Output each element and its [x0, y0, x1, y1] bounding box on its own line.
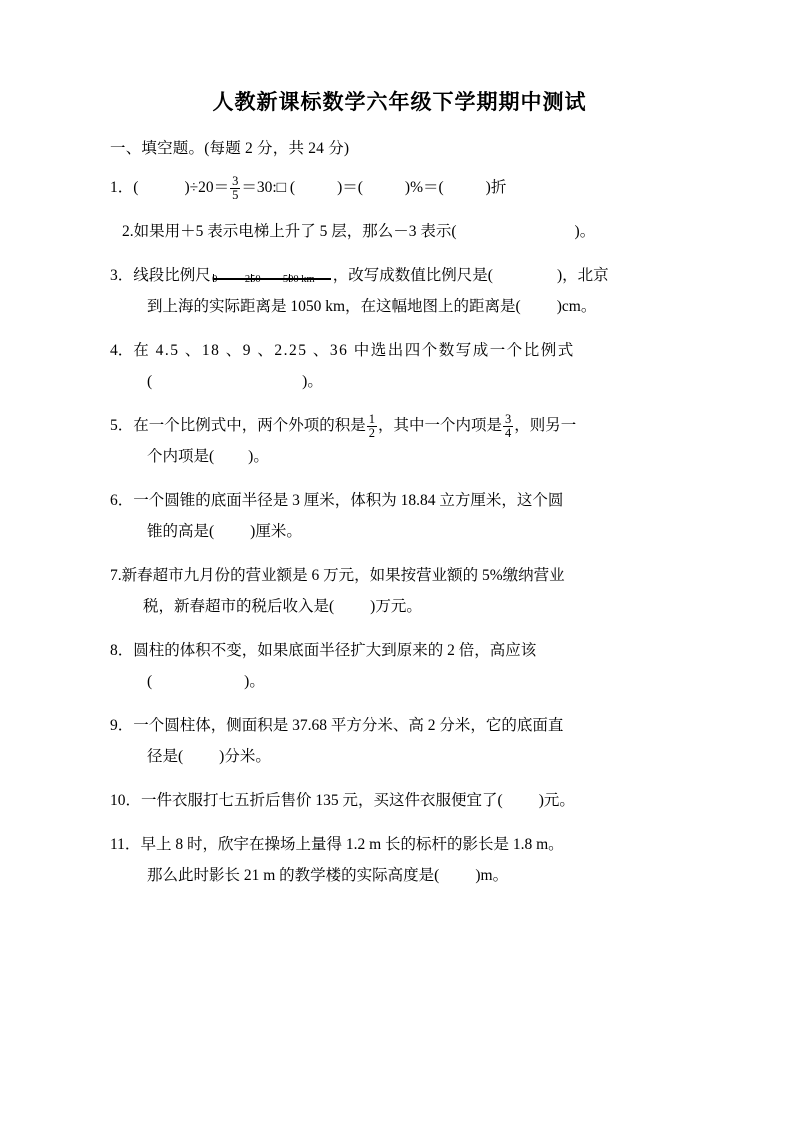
question-5-line2: 个内项是( )。 — [147, 448, 269, 465]
question-10-number: 10． — [110, 792, 142, 809]
question-10-line1: 一件衣服打七五折后售价 135 元，买这件衣服便宜了( — [141, 792, 503, 809]
question-8-number: 8． — [110, 642, 134, 659]
question-5-text-c: ，则另一 — [514, 417, 577, 434]
question-4-line2: ( )。 — [147, 373, 323, 390]
question-1-text-c: ＝30:□ ( — [241, 179, 296, 196]
question-5-text-a: 在一个比例式中，两个外项的积是 — [133, 417, 366, 434]
fraction-3-4: $\frac{3}{4}$ — [505, 411, 512, 440]
section-heading: 一、填空题。(每题 2 分，共 24 分) — [110, 140, 350, 157]
ruler-label-1: 250 — [244, 274, 261, 286]
page-title: 人教新课标数学六年级下学期期中测试 — [212, 90, 587, 114]
question-3 — [110, 260, 729, 322]
question-9-number: 9． — [110, 717, 134, 734]
question-10-tail: )元。 — [538, 792, 575, 809]
question-7-line1: 新春超市九月份的营业额是 6 万元，如果按营业额的 5%缴纳营业 — [121, 567, 565, 584]
question-6-line2: 锥的高是( )厘米。 — [147, 523, 302, 540]
question-1-text-a: ( — [133, 179, 139, 196]
question-3-text-a: 线段比例尺 — [133, 267, 211, 284]
fraction-3-5: $\frac{3}{5}$ — [232, 173, 239, 202]
question-3-text-b: ，改写成数值比例尺是( — [332, 267, 493, 284]
question-1-text-b: )÷20＝ — [184, 179, 230, 196]
question-4-number: 4． — [110, 342, 134, 359]
question-3-text-c: )，北京 — [556, 267, 609, 284]
question-3-number: 3． — [110, 267, 134, 284]
question-9-line2: 径是( )分米。 — [147, 748, 271, 765]
question-11-line1: 早上 8 时，欣宇在操场上量得 1.2 m 长的标杆的影长是 1.8 m。 — [140, 836, 564, 853]
question-7-number: 7. — [110, 567, 122, 584]
question-4-line1: 在 4.5 、18 、9 、2.25 、36 中选出四个数写成一个比例式 — [133, 342, 575, 359]
question-1-text-f: )折 — [485, 179, 507, 196]
question-6-number: 6． — [110, 492, 134, 509]
question-4 — [110, 335, 729, 397]
question-11-number: 11． — [110, 836, 141, 853]
ruler-label-0: 0 — [212, 274, 218, 286]
question-6-line1: 一个圆锥的底面半径是 3 厘米，体积为 18.84 立方厘米，这个圆 — [133, 492, 564, 509]
question-8-line1: 圆柱的体积不变，如果底面半径扩大到原来的 2 倍，高应该 — [133, 642, 537, 659]
question-7-line2: 税，新春超市的税后收入是( )万元。 — [143, 598, 422, 615]
question-1-text-d: )＝( — [337, 179, 363, 196]
question-5 — [110, 410, 729, 472]
question-1-text-e: )%＝( — [404, 179, 444, 196]
question-9 — [110, 710, 729, 772]
question-2-tail: )。 — [574, 223, 596, 240]
question-8 — [110, 635, 729, 697]
question-2 — [110, 216, 729, 247]
question-1-number: 1． — [110, 179, 134, 196]
question-5-number: 5． — [110, 417, 134, 434]
question-11-line2: 那么此时影长 21 m 的教学楼的实际高度是( )m。 — [147, 867, 509, 884]
question-9-line1: 一个圆柱体，侧面积是 37.68 平方分米、高 2 分米，它的底面直 — [133, 717, 564, 734]
question-5-text-b: ，其中一个内项是 — [378, 417, 503, 434]
question-2-text: 如果用＋5 表示电梯上升了 5 层，那么－3 表示( — [133, 223, 457, 240]
fraction-1-2: $\frac{1}{2}$ — [368, 411, 376, 440]
question-10 — [110, 785, 729, 816]
question-3-line2: 到上海的实际距离是 1050 km，在这幅地图上的距离是( )cm。 — [147, 298, 597, 315]
question-6 — [110, 485, 729, 547]
question-2-number: 2. — [122, 223, 134, 240]
question-11 — [110, 829, 729, 891]
question-1 — [110, 172, 729, 203]
ruler-label-2: 500 km — [282, 274, 315, 286]
question-7 — [110, 560, 729, 622]
scale-ruler-graphic — [213, 265, 331, 287]
question-8-line2: ( )。 — [147, 673, 265, 690]
